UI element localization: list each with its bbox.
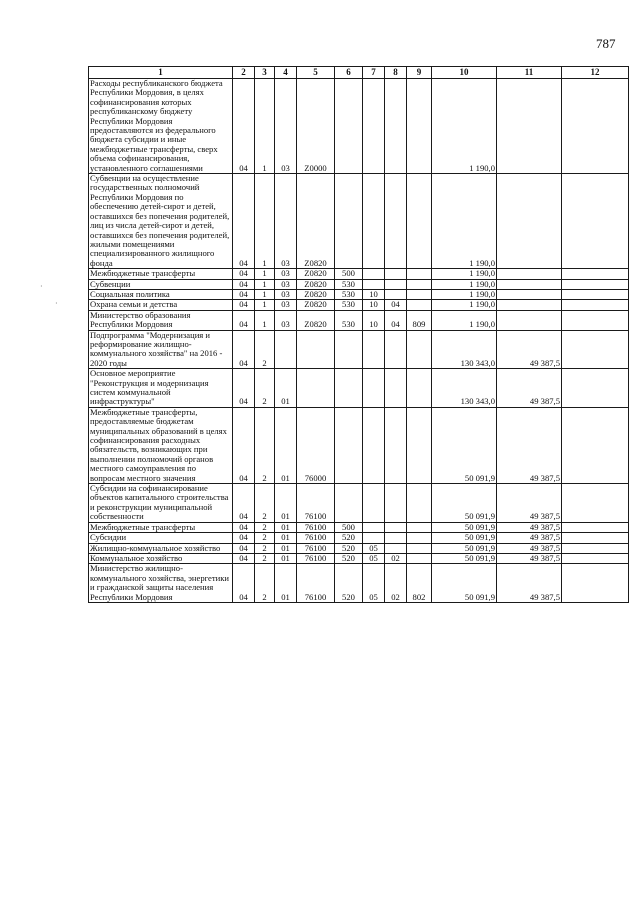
column-header: 10 (432, 67, 497, 79)
code-cell: 10 (363, 310, 385, 330)
amount-cell (497, 310, 562, 330)
amount-cell (562, 564, 629, 603)
code-cell: Z0820 (297, 279, 335, 289)
code-cell (407, 289, 432, 299)
amount-cell: 1 190,0 (432, 289, 497, 299)
code-cell: 1 (255, 79, 275, 174)
code-cell: Z0820 (297, 310, 335, 330)
code-cell (407, 300, 432, 310)
code-cell (297, 369, 335, 408)
amount-cell: 49 387,5 (497, 564, 562, 603)
row-name-cell: Подпрограмма "Модернизация и реформирование жилищно-коммунального хозяйства" на 2016 - 2020 годы (89, 330, 233, 369)
code-cell: 01 (275, 533, 297, 543)
code-cell: 03 (275, 174, 297, 269)
table-row (89, 564, 629, 603)
code-cell (363, 533, 385, 543)
code-cell: 04 (233, 279, 255, 289)
code-cell: 04 (233, 269, 255, 279)
code-cell (385, 533, 407, 543)
amount-cell (497, 174, 562, 269)
amount-cell (562, 269, 629, 279)
column-header: 8 (385, 67, 407, 79)
code-cell (385, 484, 407, 523)
code-cell: 520 (335, 553, 363, 563)
row-name-cell: Министерство образования Республики Мордовия (89, 310, 233, 330)
row-name-cell: Субсидии на софинансирование объектов капитального строительства и реконструкции муниципальной собственности (89, 484, 233, 523)
amount-cell: 1 190,0 (432, 79, 497, 174)
code-cell: 04 (233, 174, 255, 269)
code-cell (335, 369, 363, 408)
page-number: 787 (596, 36, 616, 51)
code-cell (335, 79, 363, 174)
header-row (89, 67, 629, 79)
code-cell: 500 (335, 522, 363, 532)
table-row (89, 269, 629, 279)
amount-cell (562, 79, 629, 174)
row-name-cell: Коммунальное хозяйство (89, 553, 233, 563)
column-header: 1 (89, 67, 233, 79)
amount-cell (497, 300, 562, 310)
code-cell: 01 (275, 484, 297, 523)
amount-cell (562, 484, 629, 523)
row-name-cell: Субвенции на осуществление государственных полномочий Республики Мордовия по обеспечению детей-сирот и детей, оставшихся без попечения родителей, лиц из числа детей-сирот и детей, оставшихся без попечения родителей, жилыми помещениями специализированного жилищного фонда (89, 174, 233, 269)
code-cell: 04 (385, 300, 407, 310)
code-cell: 04 (233, 533, 255, 543)
amount-cell: 1 190,0 (432, 300, 497, 310)
amount-cell (562, 330, 629, 369)
amount-cell: 49 387,5 (497, 553, 562, 563)
code-cell: 04 (233, 407, 255, 483)
amount-cell: 50 091,9 (432, 533, 497, 543)
table-row (89, 522, 629, 532)
table-row (89, 533, 629, 543)
amount-cell: 50 091,9 (432, 543, 497, 553)
code-cell (407, 269, 432, 279)
code-cell (363, 79, 385, 174)
table-row (89, 543, 629, 553)
amount-cell (562, 533, 629, 543)
code-cell: 1 (255, 300, 275, 310)
code-cell: 01 (275, 369, 297, 408)
code-cell: 1 (255, 310, 275, 330)
code-cell (335, 484, 363, 523)
code-cell (363, 407, 385, 483)
amount-cell (562, 174, 629, 269)
amount-cell (562, 543, 629, 553)
amount-cell (562, 553, 629, 563)
code-cell: 04 (233, 300, 255, 310)
code-cell (335, 330, 363, 369)
code-cell: Z0820 (297, 300, 335, 310)
row-name-cell: Социальная политика (89, 289, 233, 299)
row-name-cell: Министерство жилищно-коммунального хозяйства, энергетики и гражданской защиты населения Республики Мордовия (89, 564, 233, 603)
amount-cell (497, 269, 562, 279)
amount-cell: 50 091,9 (432, 484, 497, 523)
amount-cell: 49 387,5 (497, 369, 562, 408)
code-cell (385, 330, 407, 369)
amount-cell (562, 522, 629, 532)
column-header: 12 (562, 67, 629, 79)
code-cell: 2 (255, 484, 275, 523)
code-cell: 2 (255, 407, 275, 483)
amount-cell: 50 091,9 (432, 553, 497, 563)
code-cell: 04 (233, 79, 255, 174)
amount-cell (497, 289, 562, 299)
code-cell: 04 (385, 310, 407, 330)
code-cell (407, 407, 432, 483)
code-cell (335, 174, 363, 269)
row-name-cell: Межбюджетные трансферты (89, 269, 233, 279)
code-cell: 04 (233, 543, 255, 553)
code-cell: 04 (233, 484, 255, 523)
amount-cell (562, 300, 629, 310)
code-cell (385, 543, 407, 553)
amount-cell: 1 190,0 (432, 279, 497, 289)
code-cell (335, 407, 363, 483)
code-cell (407, 484, 432, 523)
code-cell: 1 (255, 174, 275, 269)
code-cell: 520 (335, 543, 363, 553)
code-cell: 76100 (297, 543, 335, 553)
code-cell: 76100 (297, 522, 335, 532)
scan-mark: · (40, 282, 43, 291)
column-header: 9 (407, 67, 432, 79)
code-cell: 530 (335, 310, 363, 330)
code-cell (363, 330, 385, 369)
code-cell (407, 522, 432, 532)
code-cell: 76100 (297, 553, 335, 563)
row-name-cell: Жилищно-коммунальное хозяйство (89, 543, 233, 553)
table-row (89, 484, 629, 523)
column-header: 2 (233, 67, 255, 79)
code-cell: Z0820 (297, 269, 335, 279)
amount-cell (562, 310, 629, 330)
code-cell: 76100 (297, 533, 335, 543)
amount-cell: 50 091,9 (432, 522, 497, 532)
row-name-cell: Субвенции (89, 279, 233, 289)
code-cell: 01 (275, 553, 297, 563)
code-cell: 530 (335, 279, 363, 289)
table-row (89, 310, 629, 330)
row-name-cell: Межбюджетные трансферты, предоставляемые бюджетам муниципальных образований в целях софинансирования расходных обязательств, возникающих при выполнении полномочий органов местного самоуправления по вопросам местного значения (89, 407, 233, 483)
code-cell (385, 174, 407, 269)
code-cell: 04 (233, 330, 255, 369)
amount-cell (562, 279, 629, 289)
code-cell (363, 269, 385, 279)
code-cell: 1 (255, 269, 275, 279)
code-cell: 809 (407, 310, 432, 330)
code-cell (275, 330, 297, 369)
amount-cell (497, 79, 562, 174)
code-cell: Z0820 (297, 289, 335, 299)
code-cell: 76100 (297, 484, 335, 523)
code-cell (363, 369, 385, 408)
table-row (89, 369, 629, 408)
code-cell: 04 (233, 522, 255, 532)
column-header: 11 (497, 67, 562, 79)
code-cell: 04 (233, 289, 255, 299)
code-cell: 76000 (297, 407, 335, 483)
column-header: 4 (275, 67, 297, 79)
code-cell: 2 (255, 533, 275, 543)
code-cell (385, 369, 407, 408)
amount-cell (562, 289, 629, 299)
code-cell (407, 553, 432, 563)
code-cell: 03 (275, 269, 297, 279)
code-cell: 03 (275, 289, 297, 299)
code-cell: 520 (335, 533, 363, 543)
code-cell: 2 (255, 553, 275, 563)
code-cell (363, 522, 385, 532)
code-cell (407, 174, 432, 269)
code-cell: 01 (275, 407, 297, 483)
code-cell: 10 (363, 300, 385, 310)
table-row (89, 174, 629, 269)
code-cell (297, 330, 335, 369)
row-name-cell: Межбюджетные трансферты (89, 522, 233, 532)
amount-cell (562, 407, 629, 483)
code-cell: 05 (363, 553, 385, 563)
code-cell: 2 (255, 543, 275, 553)
code-cell: 01 (275, 522, 297, 532)
column-header: 5 (297, 67, 335, 79)
row-name-cell: Охрана семьи и детства (89, 300, 233, 310)
code-cell (385, 269, 407, 279)
code-cell: 03 (275, 300, 297, 310)
table-row (89, 300, 629, 310)
amount-cell: 130 343,0 (432, 369, 497, 408)
amount-cell: 50 091,9 (432, 407, 497, 483)
amount-cell: 1 190,0 (432, 310, 497, 330)
amount-cell (497, 279, 562, 289)
table-row (89, 330, 629, 369)
code-cell (407, 79, 432, 174)
row-name-cell: Субсидии (89, 533, 233, 543)
code-cell: 03 (275, 279, 297, 289)
code-cell (407, 369, 432, 408)
code-cell: 03 (275, 79, 297, 174)
table-row (89, 553, 629, 563)
column-header: 7 (363, 67, 385, 79)
code-cell: 1 (255, 289, 275, 299)
row-name-cell: Расходы республиканского бюджета Республики Мордовия, в целях софинансирования которых республиканскому бюджету Республики Мордовия предоставляются из федерального бюджета субсидии и иные межбюджетные трансферты, сверх объема софинансирования, установленного соглашениями (89, 79, 233, 174)
code-cell: 10 (363, 289, 385, 299)
code-cell: 04 (233, 564, 255, 603)
code-cell (363, 279, 385, 289)
amount-cell: 130 343,0 (432, 330, 497, 369)
code-cell: 02 (385, 564, 407, 603)
amount-cell (562, 369, 629, 408)
code-cell: 500 (335, 269, 363, 279)
code-cell: 04 (233, 310, 255, 330)
amount-cell: 49 387,5 (497, 330, 562, 369)
budget-table (88, 66, 629, 603)
row-name-cell: Основное мероприятие "Реконструкция и модернизация систем коммунальной инфраструктуры" (89, 369, 233, 408)
code-cell: 76100 (297, 564, 335, 603)
code-cell: 04 (233, 369, 255, 408)
code-cell: 2 (255, 369, 275, 408)
amount-cell: 49 387,5 (497, 522, 562, 532)
code-cell: 2 (255, 522, 275, 532)
scan-mark: · (55, 299, 58, 308)
code-cell (407, 543, 432, 553)
amount-cell: 1 190,0 (432, 269, 497, 279)
code-cell (385, 289, 407, 299)
amount-cell: 49 387,5 (497, 533, 562, 543)
amount-cell: 49 387,5 (497, 484, 562, 523)
code-cell (407, 330, 432, 369)
code-cell (407, 533, 432, 543)
code-cell (363, 484, 385, 523)
code-cell (407, 279, 432, 289)
code-cell: 530 (335, 300, 363, 310)
code-cell: Z0820 (297, 174, 335, 269)
code-cell (385, 79, 407, 174)
column-header: 3 (255, 67, 275, 79)
table-row (89, 279, 629, 289)
code-cell: 03 (275, 310, 297, 330)
code-cell: 04 (233, 553, 255, 563)
code-cell: 802 (407, 564, 432, 603)
code-cell: Z0000 (297, 79, 335, 174)
code-cell: 2 (255, 564, 275, 603)
code-cell: 01 (275, 543, 297, 553)
code-cell: 05 (363, 564, 385, 603)
code-cell (385, 407, 407, 483)
amount-cell: 49 387,5 (497, 407, 562, 483)
code-cell: 05 (363, 543, 385, 553)
amount-cell: 1 190,0 (432, 174, 497, 269)
code-cell: 01 (275, 564, 297, 603)
code-cell (385, 279, 407, 289)
code-cell: 530 (335, 289, 363, 299)
code-cell: 02 (385, 553, 407, 563)
code-cell: 2 (255, 330, 275, 369)
column-header: 6 (335, 67, 363, 79)
code-cell (363, 174, 385, 269)
amount-cell: 49 387,5 (497, 543, 562, 553)
table-row (89, 289, 629, 299)
table-row (89, 407, 629, 483)
code-cell: 1 (255, 279, 275, 289)
code-cell: 520 (335, 564, 363, 603)
code-cell (385, 522, 407, 532)
table-row (89, 79, 629, 174)
amount-cell: 50 091,9 (432, 564, 497, 603)
